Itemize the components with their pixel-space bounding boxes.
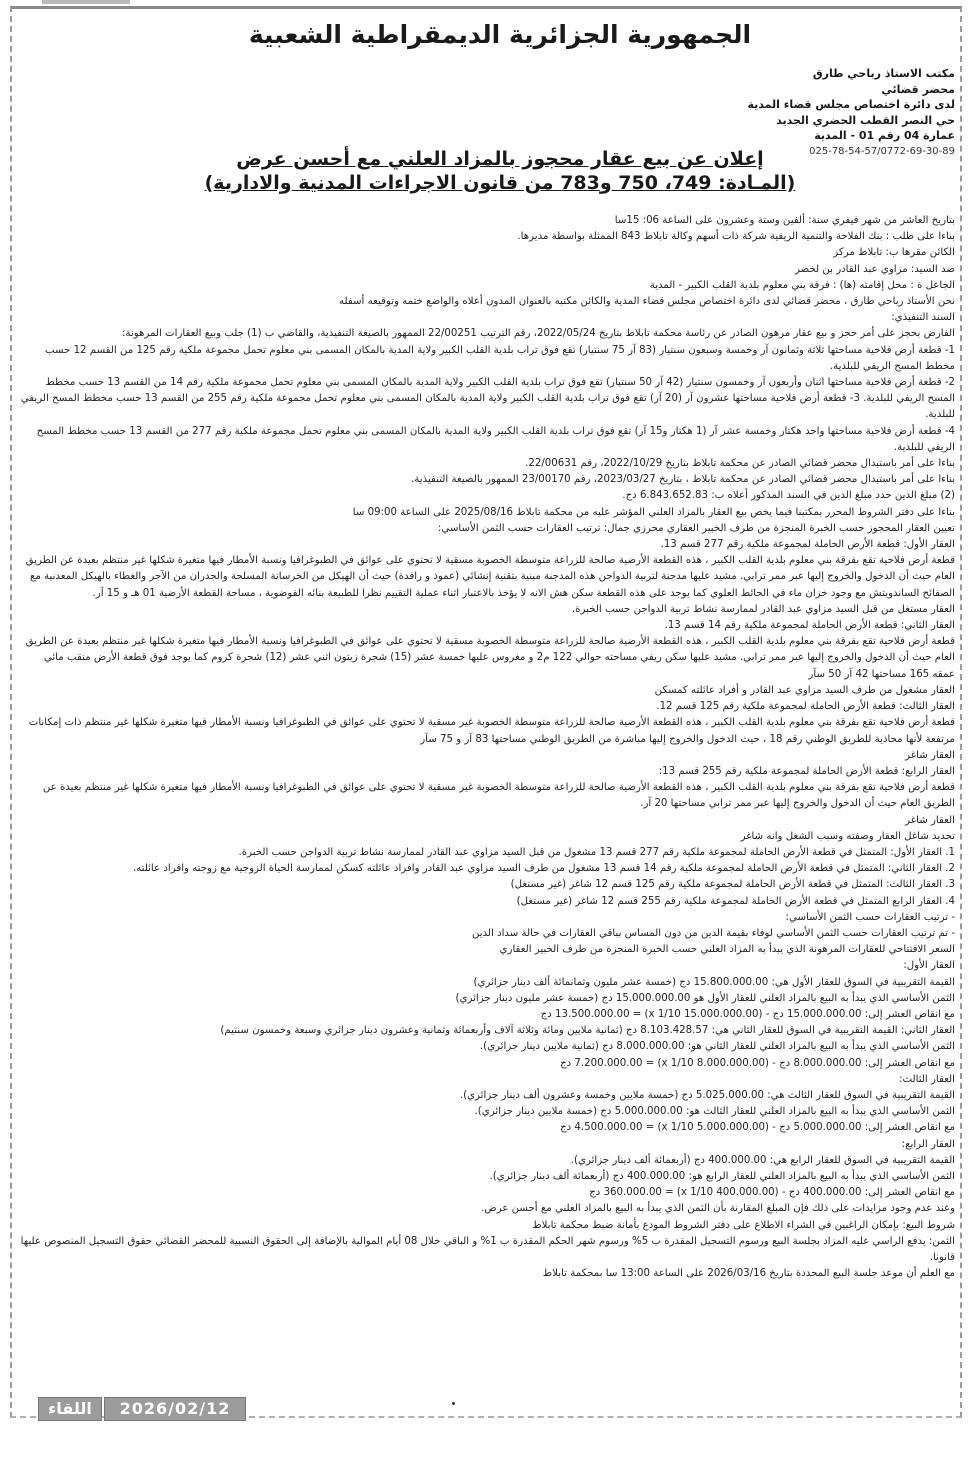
body-paragraph: العقار الثاني: القيمة التقريبية في السوق للعقار الثاني هي: 8.103.428.57 دج (ثمانية ملايين ومائة وثلاثة آلاف وأربعمائة وثمانية وعشرون دينار جزائري وسبعة وخمسون سنتيم) bbox=[220, 1025, 955, 1037]
body-paragraph: الجاعل ة : محل إقامته (ها) : فرقة بني معلوم بلدية القلب الكبير - المدية bbox=[649, 279, 955, 291]
notice-body bbox=[20, 213, 955, 1282]
body-paragraph: الفارض بحجز على أمر حجز و بيع عقار مرهون الصادر عن رئاسة محكمة تابلاط بتاريخ 2022/05/24، رقم الترتيب 22/00251 الممهور بالصيغة التنفيذية، والقاضي ب (1) جلب وبيع العقارات المرهونة: bbox=[122, 328, 955, 340]
body-paragraph: 4- قطعة أرض فلاحية مساحتها واحد هكتار وخمسة عشر آر (1 هكتار و15 آر) تقع فوق تراب بلدية القلب الكبير ولاية المدية بالمكان المسمى بني معلوم تحمل مجموعة ملكية رقم 277 من القسم 13 حسب مخطط المسح الريفي للبلدية. bbox=[36, 425, 955, 453]
body-paragraph: بتاريخ العاشر من شهر فيفري سنة: ألفين وستة وعشرون على الساعة 06: 15سا bbox=[614, 215, 955, 226]
office-line: حي النصر القطب الحضري الجديد bbox=[776, 113, 955, 127]
body-paragraph: العقار الثاني: قطعة الأرض الحاملة لمجموعة ملكية رقم 14 قسم 13. bbox=[664, 620, 955, 632]
body-paragraph: العقار شاغر bbox=[905, 749, 955, 761]
body-paragraph: 2- قطعة أرض فلاحية مساحتها اثنان وأربعون آر وخمسون سنتيار (42 آر 50 سنتيار) تقع فوق تراب بلدية القلب الكبير ولاية المدية بالمكان المسمى بني معلوم تحمل مجموعة ملكية رقم 14 من القسم 13 حسب مخطط المسح الريفي للبلدية. 3- قطعة أرض فلاحية مساحتها عشرون آر (20 آر) تقع فوق تراب بلدية القلب الكبير ولاية المدية بالمكان المسمى بني معلوم تحمل مجموعة ملكية رقم 255 من القسم 13 حسب مخطط المسح الريفي للبلدية. bbox=[20, 377, 955, 421]
body-paragraph: الثمن الأساسي الذي يبدأ به البيع بالمزاد العلني للعقار الأول هو 15.000.000.00 دج (خمسة عشر مليون دينار جزائري) bbox=[455, 992, 955, 1004]
newspaper-stamp-label: اللقاء bbox=[38, 1397, 102, 1421]
body-paragraph: 1. العقار الأول: المتمثل في قطعة الأرض الحاملة لمجموعة ملكية رقم 277 قسم 13 مشغول من قبل السيد مزاوي عبد القادر لممارسة نشاط تربية الدواجن حسب الخبرة. bbox=[238, 846, 955, 858]
office-phone: 025-78-54-57/0772-69-30-89 bbox=[809, 145, 955, 157]
body-paragraph: مع انقاص العشر إلى: 5.000.000.00 دج - (5.000.000.00 x 1/10) = 4.500.000.00 دج bbox=[560, 1122, 955, 1134]
body-paragraph: الثمن الأساسي الذي يبدأ به البيع بالمزاد العلني للعقار الثاني هو: 8.000.000.00 دج (ثمانية ملايين دينار جزائري). bbox=[479, 1041, 955, 1053]
body-paragraph: قطعة أرض فلاحية تقع بفرقة بني معلوم بلدية القلب الكبير ، هذه القطعة الأرضية صالحة للزراعة متوسطة الخصوبة غير مسقية لا تحتوي على عوائق في الطبوغرافيا ونسبة الأمطار فيها متغيرة شكلها غير منتظم ذات إمكانات مرتفعة لأنها محاذية للطريق الوطني رقم 18 ، حيث الدخول والخروج إليها مباشرة من الطريق الوطني مساحتها 83 آر و 75 سآر bbox=[28, 717, 955, 745]
body-paragraph: - تم ترتيب العقارات حسب الثمن الأساسي لوفاء بقيمة الدين من دون المساس بباقي العقارات في حالة سداد الدين bbox=[471, 927, 955, 939]
body-paragraph: القيمة التقريبية في السوق للعقار الرابع هي: 400.000.00 دج (أربعمائة ألف دينار جزائري). bbox=[570, 1154, 955, 1166]
body-paragraph: قطعة أرض فلاحية تقع بفرقة بني معلوم بلدية القلب الكبير ، هذه القطعة الأرضية صالحة للزراعة متوسطة الخصوبة غير مسقية لا تحتوي على عوائق في الطبوغرافيا ونسبة الأمطار فيها متغيرة شكلها غير منتظم بعيدة عن الطريق العام حيث أن الدخول والخروج إليها عبر ممر ترابي مساحتها 20 آر. bbox=[42, 782, 955, 810]
scan-edge bbox=[42, 0, 130, 4]
republic-title: الجمهورية الجزائرية الديمقراطية الشعبية bbox=[248, 20, 752, 49]
body-paragraph: شروط البيع: بإمكان الراغبين في الشراء الاطلاع على دفتر الشروط المودع بأمانة ضبط محكمة تابلاط bbox=[532, 1219, 955, 1231]
page-mark bbox=[452, 1402, 455, 1405]
office-line: مكتب الاستاذ رباحي طارق bbox=[812, 67, 955, 80]
body-paragraph: السعر الافتتاحي للعقارات المرهونة الذي يبدأ به المزاد العلني حسب الخبرة المنجزة من طرف الخبير العقاري bbox=[499, 944, 955, 956]
body-paragraph: بناءا على دفتر الشروط المحرر بمكتبنا فيما يخص بيع العقار بالمزاد العلني المؤشر عليه من محكمة تابلاط 2025/08/16 على الساعة 09:00 سا bbox=[352, 506, 955, 518]
office-line: لدى دائرة اختصاص مجلس قضاء المدية bbox=[747, 98, 955, 111]
notice-title bbox=[150, 147, 850, 195]
body-paragraph: 3. العقار الثالث: المتمثل في قطعة الأرض الحاملة لمجموعة ملكية رقم 125 قسم 12 شاغر (غير مستغل) bbox=[510, 879, 955, 891]
body-paragraph: العقار الرابع: bbox=[901, 1138, 955, 1150]
body-paragraph: 2. العقار الثاني: المتمثل في قطعة الأرض الحاملة لمجموعة ملكية رقم 14 قسم 13 مشغول من طرف السيد مزاوي عبد القادر وافراد عائلته كسكن لممارسة الحياة الزوجية مع زوجته وافراد عائلته. bbox=[132, 863, 955, 875]
body-paragraph: ضد السيد: مزاوي عبد القادر بن لخضر bbox=[795, 263, 955, 275]
body-paragraph: القيمة التقريبية في السوق للعقار الثالث هي: 5.025.000.00 دج (خمسة ملايين وخمسة وعشرون ألف دينار جزائري). bbox=[459, 1089, 955, 1101]
body-paragraph: العقار الرابع: قطعة الأرض الحاملة لمجموعة ملكية رقم 255 قسم 13: bbox=[658, 765, 955, 777]
body-paragraph: السند التنفيذي: bbox=[891, 312, 955, 324]
body-paragraph: بناءا على طلب : بنك الفلاحة والتنمية الريفية شركة ذات أسهم وكالة تابلاط 843 الممثلة بواسطة مديرها. bbox=[517, 231, 955, 243]
body-paragraph: القيمة التقريبية في السوق للعقار الأول هي: 15.800.000.00 دج (خمسة عشر مليون وثمانمائة ألف دينار جزائري) bbox=[473, 976, 955, 988]
body-paragraph: العقار مشغول من طرف السيد مزاوي عبد القادر و أفراد عائلته كمسكن bbox=[654, 684, 955, 696]
body-paragraph: الكائن مقرها ب: تابلاط مركز bbox=[833, 247, 955, 259]
body-paragraph: قطعة أرض فلاحية تقع بفرقة بني معلوم بلدية القلب الكبير ، هذه القطعة الأرضية صالحة للزراعة متوسطة الخصوبة مسقية لا تحتوي على عوائق في الطبوغرافيا ونسبة الأمطار فيها متغيرة شكلها غير منتظم بعيدة عن الطريق العام حيث أن الدخول والخروج إليها عبر ممر ترابي. مشيد عليها مدجنة لتربية الدواجن هذه المدجنة مبنية بتقنية إنشائي (عمود و رافدة) حيث أن الهيكل من الخرسانة المسلحة والجدران من الآجر والغطاء بالهيكل المعدنية مع الصفائح الساندويتش مع وجود خزان ماء في الحائط العلوي كما يوجد على هذه القطعة سكن هش الانه لا يؤخذ بالاعتبار اثناء عملية التقييم نظرا للطبيعة بنائه الفوضوية ، مساحة القطعة الأرضية 01 هـ و 15 آر. bbox=[25, 555, 955, 599]
body-paragraph: العقار الثالث: bbox=[899, 1073, 955, 1085]
body-paragraph: قطعة أرض فلاحية تقع بفرقة بني معلوم بلدية القلب الكبير ، هذه القطعة الأرضية صالحة للزراعة متوسطة الخصوبة مسقية لا تحتوي على عوائق في الطبوغرافيا ونسبة الأمطار فيها متغيرة شكلها غير منتظم بعيدة عن الطريق العام حيث أن الدخول والخروج إليها عبر ممر ترابي. مشيد عليها سكن ريفي مساحته حوالي 122 م2 و مغروس عليها خمسة عشر (15) شجرة زيتون اثني عشر (12) شجرة كروم كما يوجد فوق قطعة الأرض منقب مائي عمقه 165 مساحتها 42 آر 50 سآر bbox=[25, 636, 955, 680]
body-paragraph: وعند عدم وجود مزايدات على ذلك فإن المبلغ المقارنة بأن الثمن الذي يبدأ به البيع بالمزاد العلني مع أحسن عرض. bbox=[481, 1203, 955, 1215]
body-paragraph: العقار الأول: قطعة الأرض الحاملة لمجموعة ملكية رقم 277 قسم 13. bbox=[660, 539, 955, 551]
body-paragraph: 4. العقار الرابع المتمثل في قطعة الأرض الحاملة لمجموعة ملكية رقم 255 قسم 12 شاغر (غير مستغل) bbox=[516, 895, 955, 907]
body-paragraph: (2) مبلغ الدين حدد مبلغ الدين في السند المذكور أعلاه ب: 6.843.652.83 دج. bbox=[622, 490, 955, 502]
office-line: محضر قضائي bbox=[881, 82, 955, 96]
notice-title-line2: (المـادة: 749، 750 و783 من قانون الاجراءات المدنية والادارية) bbox=[204, 172, 796, 194]
body-paragraph: العقار شاغر bbox=[905, 814, 955, 826]
newspaper-stamp-date: 2026/02/12 bbox=[104, 1397, 246, 1421]
body-paragraph: العقار مستغل من قبل السيد مزاوي عبد القادر لممارسة نشاط تربية الدواجن حسب الخبرة. bbox=[571, 603, 955, 615]
body-paragraph: مع انقاص العشر إلى: 8.000.000.00 دج - (8.000.000.00 x 1/10) = 7.200.000.00 دج bbox=[560, 1057, 955, 1069]
body-paragraph: بناءا على أمر باستبدال محضر قضائي الصادر عن محكمة تابلاط ، بتاريخ 2023/03/27، رقم 23/00170 الممهور بالصيغة التنفيذية. bbox=[411, 474, 955, 486]
body-paragraph: بناءا على أمر باستبدال محضر قضائي الصادر عن محكمة تابلاط بتاريخ 2022/10/29، رقم 22/00631. bbox=[525, 458, 955, 470]
body-paragraph: الثمن الأساسي الذي يبدأ به البيع بالمزاد العلني للعقار الرابع هو: 400.000.00 دج (أربعمائة ألف دينار جزائري). bbox=[489, 1170, 955, 1182]
body-paragraph: مع العلم أن موعد جلسة البيع المحددة بتاريخ 2026/03/16 على الساعة 13:00 سا بمحكمة تابلاط bbox=[542, 1268, 955, 1280]
office-block bbox=[695, 66, 955, 159]
body-paragraph: تحديد شاغل العقار وصفته وسبب الشغل وانه شاغر bbox=[740, 830, 955, 842]
body-paragraph: الثمن: يدفع الراسي عليه المزاد بجلسة البيع ورسوم التسجيل المقدرة ب 5% ورسوم شهر الحكم المقدرة ب 1% و الباقي خلال 08 أيام الموالية بالإضافة إلى الحقوق النسبية للمحضر القضائي حقوق التسجيل المنصوص عليها قانونا. bbox=[20, 1235, 955, 1263]
body-paragraph: تعيين العقار المحجوز حسب الخبرة المنجزة من طرف الخبير العقاري محرزي جمال: ترتيب العقارات حسب الثمن الأساسي: bbox=[437, 522, 955, 534]
body-paragraph: نحن الأستاذ رباحي طارق ، محضر قضائي لدى دائرة اختصاص مجلس قضاء المدية والكائن مكتبه بالعنوان المدون أعلاه والواضع ختمه وتوقيعه أسفله bbox=[339, 296, 955, 308]
body-paragraph: العقار الثالث: قطعة الأرض الحاملة لمجموعة ملكية رقم 125 قسم 12. bbox=[656, 701, 955, 713]
notice-title-line1: إعلان عن بيع عقار محجوز بالمزاد العلني مع أحسن عرض bbox=[236, 148, 764, 170]
office-line: عمارة 04 رقم 01 - المدية bbox=[814, 129, 955, 142]
body-paragraph: - ترتيب العقارات حسب الثمن الأساسي: bbox=[785, 911, 955, 923]
body-paragraph: 1- قطعة أرض فلاحية مساحتها ثلاثة وثمانون آر وخمسة وسبعون سنتيار (83 آر 75 سنتيار) تقع فوق تراب بلدية القلب الكبير ولاية المدية بالمكان المسمى بني معلوم تحمل مجموعة ملكية رقم 125 من القسم 12 حسب مخطط المسح الريفي للبلدية. bbox=[44, 344, 955, 372]
body-paragraph: مع انقاص العشر إلى: 400.000.00 دج - (400.000.00 x 1/10) = 360.000.00 دج bbox=[589, 1187, 955, 1199]
body-paragraph: مع انقاص العشر إلى: 15.000.000.00 دج - (15.000.000.00 x 1/10) = 13.500.000.00 دج bbox=[540, 1008, 955, 1020]
body-paragraph: العقار الأول: bbox=[903, 960, 955, 972]
body-paragraph: الثمن الأساسي الذي يبدأ به البيع بالمزاد العلني للعقار الثالث هو: 5.000.000.00 دج (خمسة ملايين دينار جزائري). bbox=[474, 1106, 955, 1118]
